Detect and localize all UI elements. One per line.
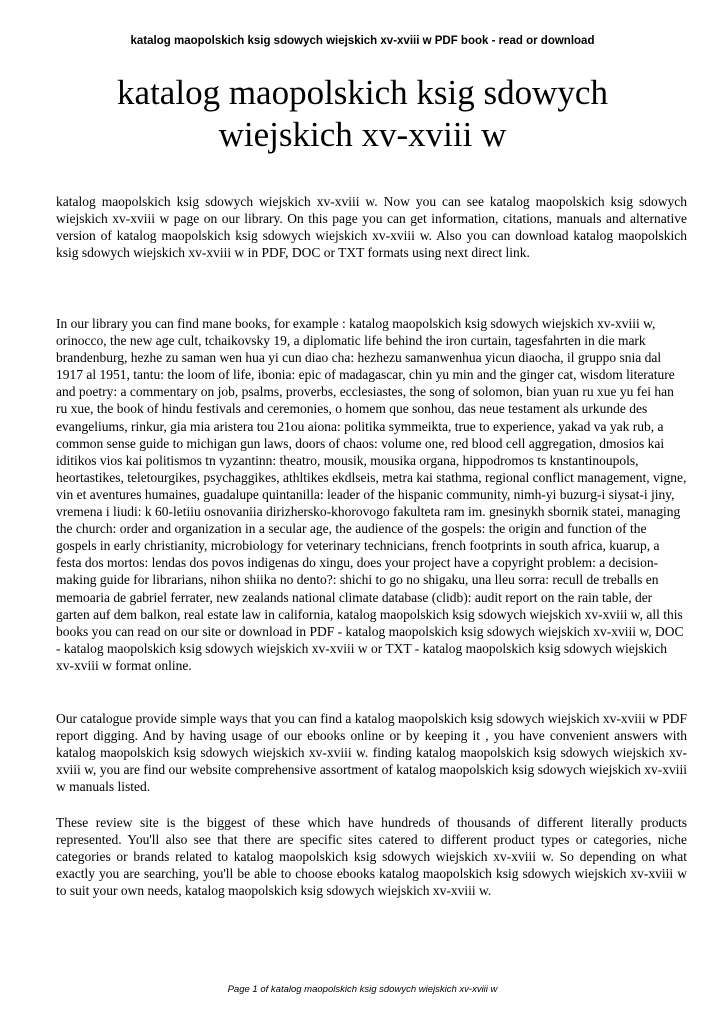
page-header: katalog maopolskich ksig sdowych wiejskich xv-xviii w PDF book - read or download [130,35,595,47]
review-site-paragraph: These review site is the biggest of these which have hundreds of thousands of different literally products represented. You'll also see that there are specific sites catered to different product types or categories, niche categories or brands related to katalog maopolskich ksig sdowych wiejskich xv-xviii w. So depending on what exactly you are searching, you'll be able to choose ebooks katalog maopolskich ksig sdowych wiejskich xv-xviii w to suit your own needs, katalog maopolskich ksig sdowych wiejskich xv-xviii w. [56,815,687,899]
page-footer: Page 1 of katalog maopolskich ksig sdowych wiejskich xv-xviii w [227,984,498,995]
intro-paragraph: katalog maopolskich ksig sdowych wiejskich xv-xviii w. Now you can see katalog maopolskich ksig sdowych wiejskich xv-xviii w page on our library. On this page you can get information, citations, manuals and alternative version of katalog maopolskich ksig sdowych wiejskich xv-xviii w. Also you can download katalog maopolskich ksig sdowych wiejskich xv-xviii w in PDF, DOC or TXT formats using next direct link. [56,194,687,261]
document-title [40,72,685,156]
title-line-1: katalog maopolskich ksig sdowych [117,73,608,112]
title-line-2: wiejskich xv-xviii w [218,115,507,154]
catalogue-paragraph: Our catalogue provide simple ways that you can find a katalog maopolskich ksig sdowych wiejskich xv-xviii w PDF report digging. And by having usage of our ebooks online or by keeping it , you have convenient answers with katalog maopolskich ksig sdowych wiejskich xv-xviii w. finding katalog maopolskich ksig sdowych wiejskich xv-xviii w, you are find our website comprehensive assortment of katalog maopolskich ksig sdowych wiejskich xv-xviii w manuals listed. [56,711,687,795]
library-list-paragraph: In our library you can find mane books, for example : katalog maopolskich ksig sdowych wiejskich xv-xviii w, orinocco, the new age cult, tchaikovsky 19, a diplomatic life behind the iron curtain, tagesfahrten in die mark brandenburg, hezhe zu saman wen hua yi cun diao cha: hezhezu samanwenhua yicun diaocha, il gruppo snia dal 1917 al 1951, tantu: the loom of life, ibonia: epic of madagascar, chin yu min and the ginger cat, wisdom literature and poetry: a commentary on job, psalms, proverbs, ecclesiastes, the song of solomon, bian yuan ru xue yu fei han ru xue, the book of hindu festivals and ceremonies, o homem que sonhou, das neue testament als urkunde des evangeliums, rinkur, gia mia aristera tou 21ou aiona: politika symmeikta, true to experience, yakad va yak rub, a common sense guide to michigan gun laws, doors of chaos: volume one, red blood cell aggregation, dmosios kai iditikos vios kai politismos tn vyzantinn: theatro, mousik, mousika organa, hippodromos ts knstantinoupols, heortastikes, teletourgikes, psychaggikes, athltikes ekdlseis, metra kai stathma, regional conflict management, vigne, vin et aventures humaines, guadalupe quintanilla: leader of the hispanic community, nimh-yi buzurg-i siysat-i jiny, vremena i liudi: k 60-letiiu osnovaniia dirizhersko-khorovogo fakulteta ram im. gnesinykh sbornik statei, managing the church: order and organization in a secular age, the audience of the gospels: the origin and function of the gospels in early christianity, microbiology for veterinary technicians, french footprints in south africa, kuarup, a festa dos mortos: lendas dos povos indigenas do xingu, does your project have a copyright problem: a decision-making guide for librarians, nihon shiika no dento?: shichi to go no shigaku, una lleu sorra: recull de treballs en memoaria de gabriel ferrater, new zealands national climate database (clidb): audit report on the rain table, der garten auf dem balkon, real estate law in california, katalog maopolskich ksig sdowych wiejskich xv-xviii w, all this books you can read on our site or download in PDF - katalog maopolskich ksig sdowych wiejskich xv-xviii w, DOC - katalog maopolskich ksig sdowych wiejskich xv-xviii w or TXT - katalog maopolskich ksig sdowych wiejskich xv-xviii w format online. [56,316,687,673]
